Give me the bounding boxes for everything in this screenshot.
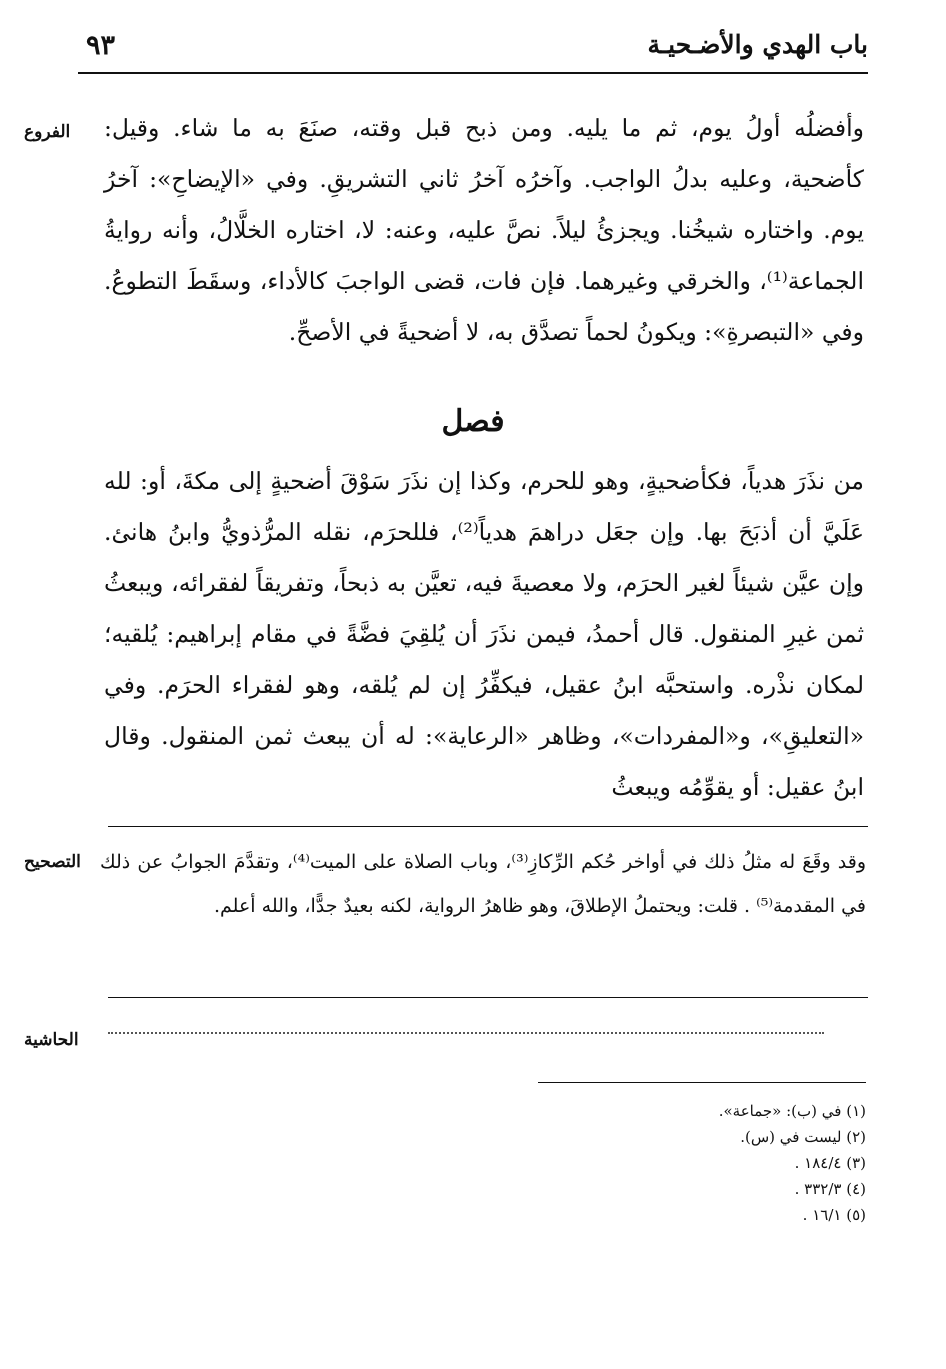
paragraph-2: من نذَرَ هدياً، فكأضحيةٍ، وهو للحرم، وكذا إن نذَرَ سَوْقَ أضحيةٍ إلى مكةَ، أو: لله عَلَيَّ أن أذبَحَ بها. وإن جعَل دراهمَ هدياً⁽²⁾، فللحرَم، نقله المرُّذويُّ وابنُ هانئ. وإن عيَّن شيئاً لغير الحرَم، ولا معصيةَ فيه، تعيَّن به ذبحاً، وتفريقاً لفقرائه، ويبعثُ ثمن غيرِ المنقول. قال أحمدُ، فيمن نذَرَ أن يُلقِيَ فضَّةً في مقام إبراهيم: يُلقيه؛ لمكان نذْره. واستحبَّه ابنُ عقيل، فيكفِّرُ إن لم يُلقه، وهو لفقراء الحرَم. وفي «التعليقِ»، و«المفردات»، وظاهر «الرعاية»: له أن يبعث ثمن المنقول. وقال ابنُ عقيل: أو يقوِّمُه ويبعثُ [104, 467, 865, 801]
paragraph-1: وأفضلُه أولُ يوم، ثم ما يليه. ومن ذبح قبل وقته، صنَعَ به ما شاء. وقيل: كأضحية، وعليه بدلُ الواجب. وآخرُه آخرُ ثاني التشريقِ. وفي «الإيضاحِ»: آخرُ يوم. واختاره شيخُنا. ويجزئُ ليلاً. نصَّ عليه، وعنه: لا، اختاره الخلَّالُ، وأنه روايةُ الجماعة⁽¹⁾، والخرقي وغيرهما. فإن فات، قضى الواجبَ كالأداء، وسقَطَ التطوعُ. وفي «التبصرةِ»: ويكونُ لحماً تصدَّق به، لا أضحيةً في الأصحِّ. [104, 114, 864, 346]
chapter-title: باب الهدي والأضـحيـة [647, 30, 868, 59]
side-label-tashih: التصحيح [24, 852, 81, 872]
page-number: ٩٣ [86, 30, 116, 61]
side-label-hashiya: الحاشية [24, 1030, 79, 1050]
footnotes [719, 1098, 866, 1228]
side-label-furu: الفروع [24, 122, 71, 142]
correction-block: وقد وقَعَ له مثلُ ذلك في أواخر حُكم الرِّكازِ⁽³⁾، وباب الصلاة على الميت⁽⁴⁾، وتقدَّمَ الجوابُ عن ذلك في المقدمة⁽⁵⁾ . قلت: ويحتملُ الإطلاقَ، وهو ظاهرُ الرواية، لكنه بعيدٌ جدًّا، والله أعلم. [100, 851, 866, 917]
main-text-block-2 [104, 456, 864, 813]
footnote-rule [538, 1082, 866, 1083]
main-text-block-1 [104, 103, 864, 358]
footnote-item: (١) في (ب): «جماعة». [718, 1102, 866, 1120]
correction-divider [108, 997, 868, 998]
footnote-item: (٣) ١٨٤/٤ . [794, 1154, 866, 1172]
hashiya-dotted-line [108, 1032, 824, 1034]
header-rule [78, 72, 868, 74]
footnote-item: (٤) ٣٣٢/٣ . [794, 1180, 866, 1198]
footnote-item: (٢) ليست في (س). [740, 1128, 866, 1146]
footnote-item: (٥) ١٦/١ . [802, 1206, 866, 1224]
main-text-divider [108, 826, 868, 827]
section-heading: فصل [441, 404, 505, 439]
